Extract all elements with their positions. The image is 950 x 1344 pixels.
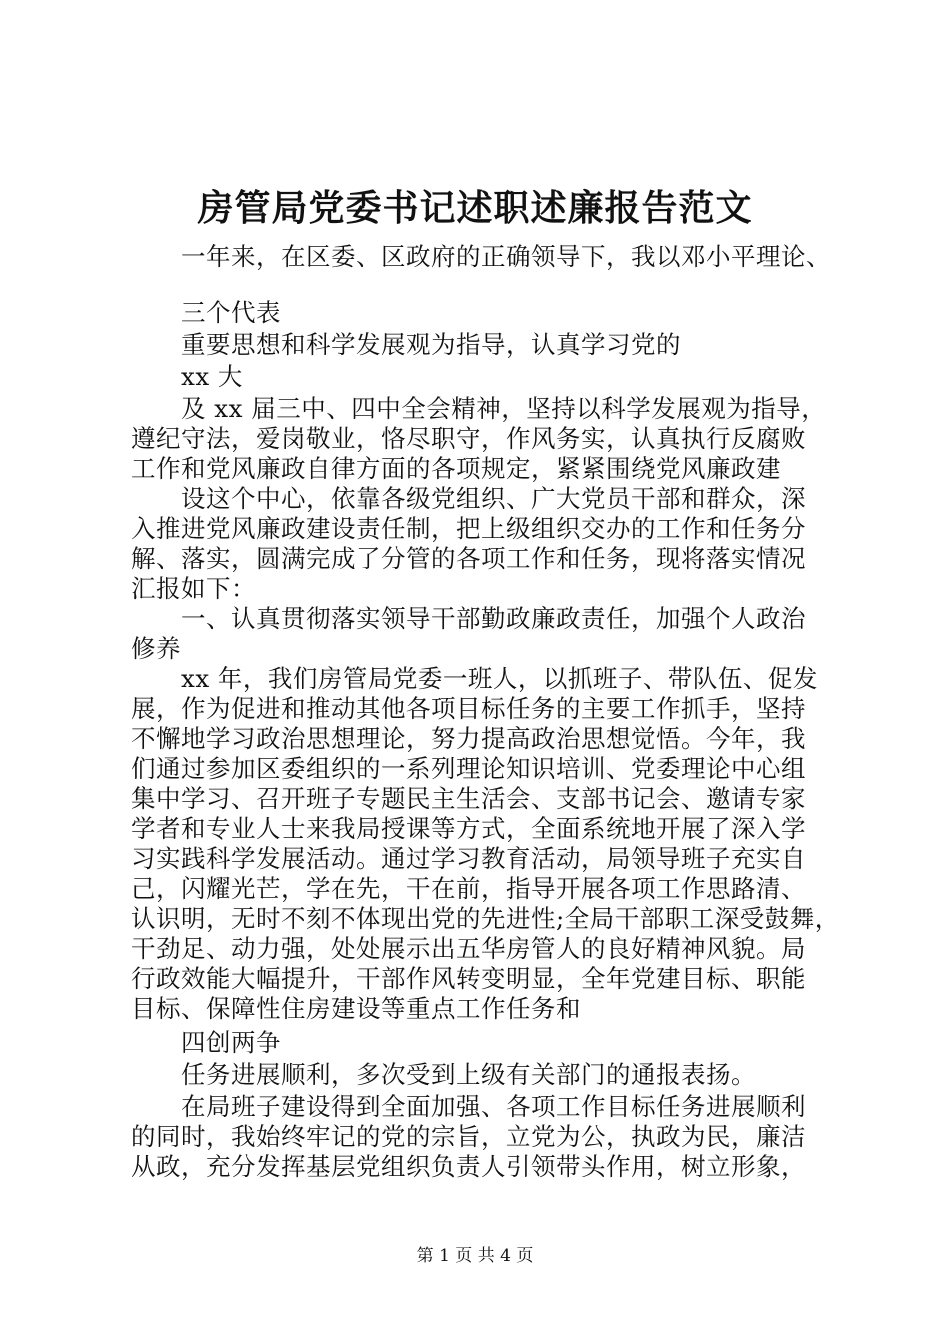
body-line: 行政效能大幅提升，干部作风转变明显，全年党建目标、职能 bbox=[131, 964, 806, 993]
body-line: 不懈地学习政治思想理论，努力提高政治思想觉悟。今年，我 bbox=[131, 724, 806, 753]
body-line: 四创两争 bbox=[181, 1028, 281, 1057]
body-line: 任务进展顺利，多次受到上级有关部门的通报表扬。 bbox=[181, 1060, 756, 1089]
body-line: 及 xx 届三中、四中全会精神，坚持以科学发展观为指导， bbox=[181, 394, 827, 423]
body-line: 入推进党风廉政建设责任制，把上级组织交办的工作和任务分 bbox=[131, 514, 806, 543]
body-line: 从政，充分发挥基层党组织负责人引领带头作用，树立形象， bbox=[131, 1152, 806, 1181]
body-line: 遵纪守法，爱岗敬业，恪尽职守，作风务实，认真执行反腐败 bbox=[131, 424, 806, 453]
body-line: 展，作为促进和推动其他各项目标任务的主要工作抓手，坚持 bbox=[131, 694, 806, 723]
body-line: 的同时，我始终牢记的党的宗旨，立党为公，执政为民，廉洁 bbox=[131, 1122, 806, 1151]
body-line: 们通过参加区委组织的一系列理论知识培训、党委理论中心组 bbox=[131, 754, 806, 783]
body-line: 解、落实，圆满完成了分管的各项工作和任务，现将落实情况 bbox=[131, 544, 806, 573]
body-line: 在局班子建设得到全面加强、各项工作目标任务进展顺利 bbox=[181, 1092, 806, 1121]
body-line: 汇报如下： bbox=[131, 574, 256, 603]
section-heading: 修养 bbox=[131, 634, 181, 663]
section-heading: 一、认真贯彻落实领导干部勤政廉政责任，加强个人政治 bbox=[181, 604, 806, 633]
body-line: 干劲足、动力强，处处展示出五华房管人的良好精神风貌。局 bbox=[131, 934, 806, 963]
body-line: 习实践科学发展活动。通过学习教育活动，局领导班子充实自 bbox=[131, 844, 806, 873]
body-line: 重要思想和科学发展观为指导，认真学习党的 bbox=[181, 330, 681, 359]
page-number: 第 1 页 共 4 页 bbox=[416, 1246, 534, 1266]
body-line: 一年来，在区委、区政府的正确领导下，我以邓小平理论、 bbox=[181, 242, 831, 271]
body-line: xx 大 bbox=[181, 362, 243, 391]
body-line: 己，闪耀光芒，学在先，干在前，指导开展各项工作思路清、 bbox=[131, 874, 806, 903]
body-line: 认识明，无时不刻不体现出党的先进性;全局干部职工深受鼓舞， bbox=[131, 904, 840, 933]
body-line: 设这个中心，依靠各级党组织、广大党员干部和群众，深 bbox=[181, 484, 806, 513]
body-line: 学者和专业人士来我局授课等方式，全面系统地开展了深入学 bbox=[131, 814, 806, 843]
body-line: 目标、保障性住房建设等重点工作任务和 bbox=[131, 994, 581, 1023]
document-title: 房管局党委书记述职述廉报告范文 bbox=[197, 187, 753, 229]
body-line: 集中学习、召开班子专题民主生活会、支部书记会、邀请专家 bbox=[131, 784, 806, 813]
body-line: 工作和党风廉政自律方面的各项规定，紧紧围绕党风廉政建 bbox=[131, 454, 781, 483]
body-line: 三个代表 bbox=[181, 298, 281, 327]
body-line: xx 年，我们房管局党委一班人，以抓班子、带队伍、促发 bbox=[181, 664, 818, 693]
